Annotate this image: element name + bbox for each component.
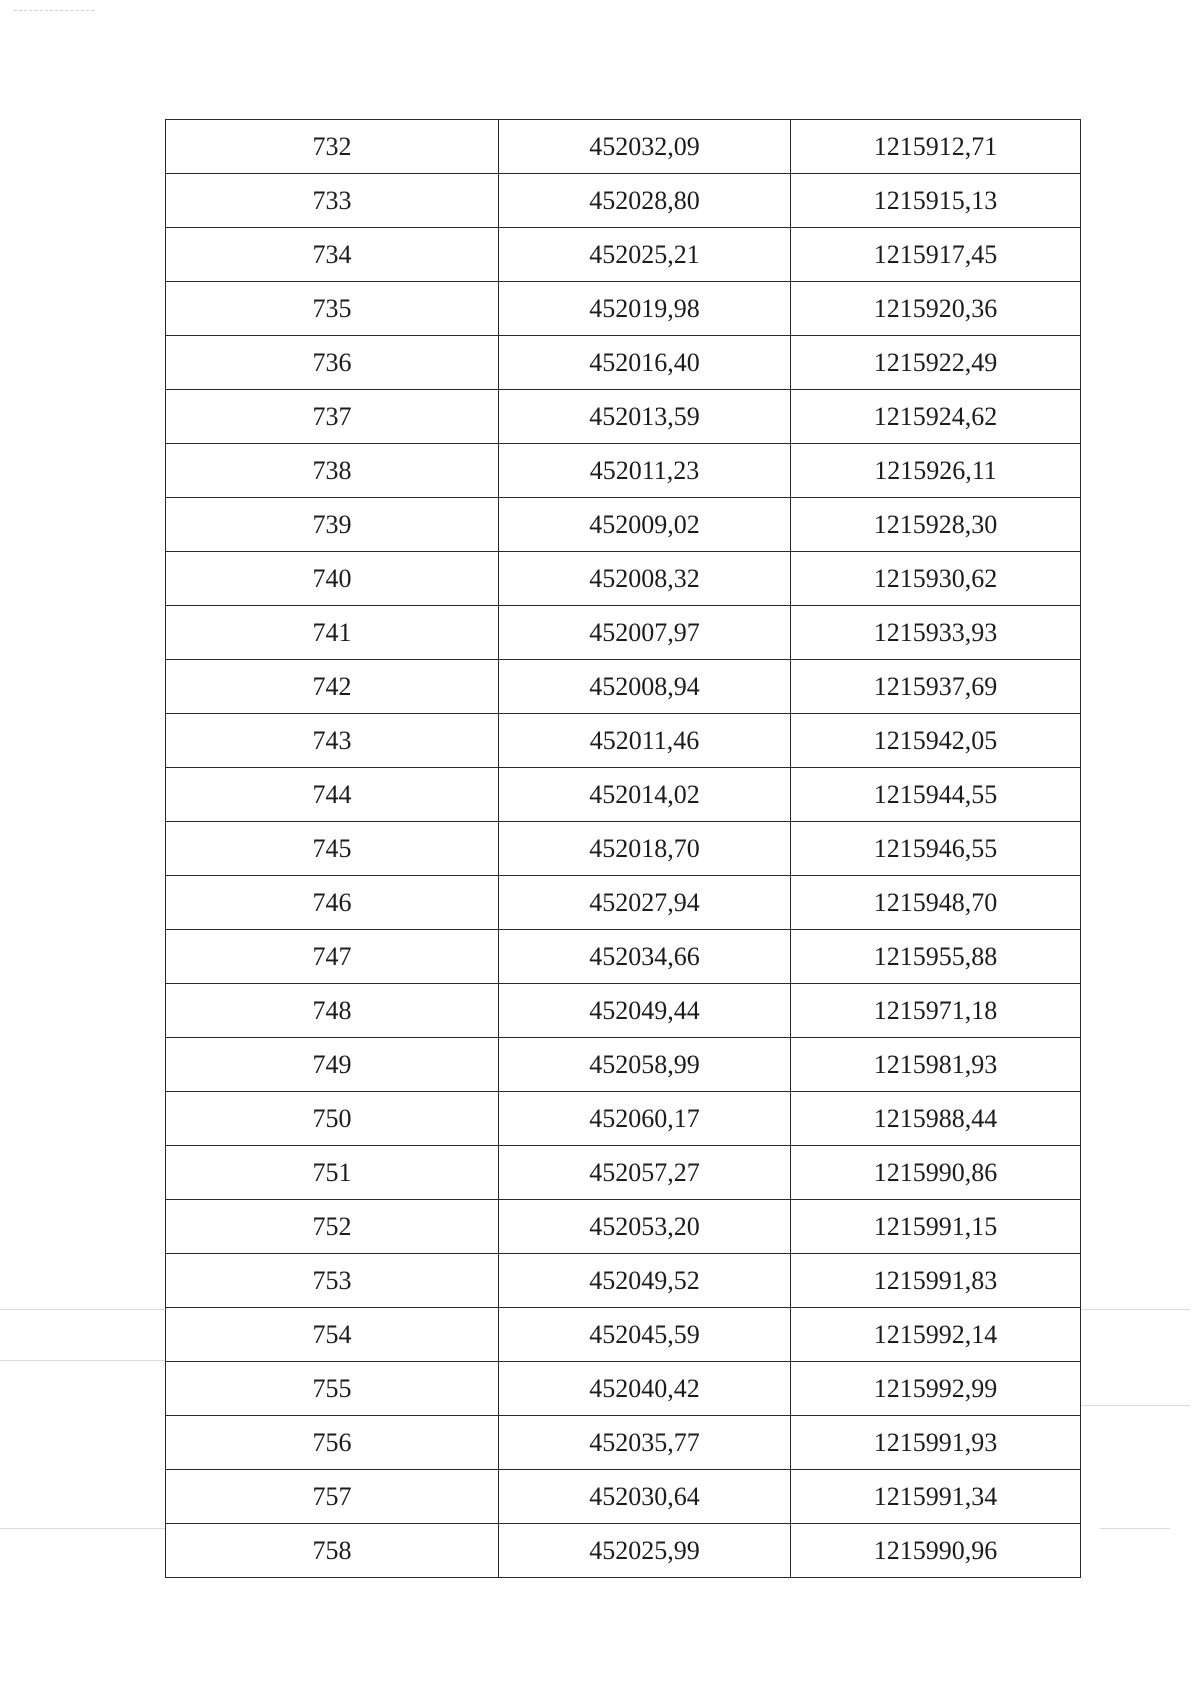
point-number-cell: 758	[166, 1524, 499, 1578]
point-number-cell: 755	[166, 1362, 499, 1416]
x-coordinate-cell: 452027,94	[499, 876, 791, 930]
coordinates-table-body	[166, 120, 1081, 1578]
x-coordinate-cell: 452060,17	[499, 1092, 791, 1146]
table-row	[166, 282, 1081, 336]
y-coordinate-cell: 1215926,11	[791, 444, 1081, 498]
table-row	[166, 876, 1081, 930]
point-number-cell: 754	[166, 1308, 499, 1362]
x-coordinate-cell: 452007,97	[499, 606, 791, 660]
point-number-cell: 742	[166, 660, 499, 714]
table-row	[166, 1470, 1081, 1524]
y-coordinate-cell: 1215920,36	[791, 282, 1081, 336]
x-coordinate-cell: 452008,32	[499, 552, 791, 606]
table-row	[166, 444, 1081, 498]
y-coordinate-cell: 1215991,93	[791, 1416, 1081, 1470]
y-coordinate-cell: 1215988,44	[791, 1092, 1081, 1146]
table-row	[166, 984, 1081, 1038]
table-row	[166, 714, 1081, 768]
table-row	[166, 1308, 1081, 1362]
y-coordinate-cell: 1215944,55	[791, 768, 1081, 822]
point-number-cell: 732	[166, 120, 499, 174]
table-row	[166, 606, 1081, 660]
x-coordinate-cell: 452034,66	[499, 930, 791, 984]
point-number-cell: 743	[166, 714, 499, 768]
table-row	[166, 930, 1081, 984]
point-number-cell: 749	[166, 1038, 499, 1092]
y-coordinate-cell: 1215937,69	[791, 660, 1081, 714]
y-coordinate-cell: 1215915,13	[791, 174, 1081, 228]
point-number-cell: 756	[166, 1416, 499, 1470]
table-row	[166, 1362, 1081, 1416]
y-coordinate-cell: 1215928,30	[791, 498, 1081, 552]
x-coordinate-cell: 452030,64	[499, 1470, 791, 1524]
x-coordinate-cell: 452016,40	[499, 336, 791, 390]
point-number-cell: 745	[166, 822, 499, 876]
scan-artifact	[0, 1528, 165, 1529]
point-number-cell: 747	[166, 930, 499, 984]
point-number-cell: 757	[166, 1470, 499, 1524]
point-number-cell: 752	[166, 1200, 499, 1254]
x-coordinate-cell: 452045,59	[499, 1308, 791, 1362]
table-row	[166, 1200, 1081, 1254]
point-number-cell: 744	[166, 768, 499, 822]
table-row	[166, 1416, 1081, 1470]
point-number-cell: 734	[166, 228, 499, 282]
x-coordinate-cell: 452009,02	[499, 498, 791, 552]
table-row	[166, 1524, 1081, 1578]
y-coordinate-cell: 1215917,45	[791, 228, 1081, 282]
scan-artifact	[0, 1360, 165, 1361]
table-row	[166, 120, 1081, 174]
table-row	[166, 1092, 1081, 1146]
x-coordinate-cell: 452025,21	[499, 228, 791, 282]
table-row	[166, 174, 1081, 228]
x-coordinate-cell: 452053,20	[499, 1200, 791, 1254]
x-coordinate-cell: 452032,09	[499, 120, 791, 174]
point-number-cell: 750	[166, 1092, 499, 1146]
table-row	[166, 552, 1081, 606]
scan-artifact	[1080, 1309, 1190, 1310]
x-coordinate-cell: 452011,46	[499, 714, 791, 768]
scan-artifact	[1080, 1405, 1190, 1406]
y-coordinate-cell: 1215991,83	[791, 1254, 1081, 1308]
table-row	[166, 1146, 1081, 1200]
point-number-cell: 735	[166, 282, 499, 336]
y-coordinate-cell: 1215991,34	[791, 1470, 1081, 1524]
y-coordinate-cell: 1215990,96	[791, 1524, 1081, 1578]
y-coordinate-cell: 1215992,99	[791, 1362, 1081, 1416]
point-number-cell: 736	[166, 336, 499, 390]
table-row	[166, 498, 1081, 552]
x-coordinate-cell: 452011,23	[499, 444, 791, 498]
point-number-cell: 733	[166, 174, 499, 228]
x-coordinate-cell: 452019,98	[499, 282, 791, 336]
scan-artifact	[14, 10, 94, 14]
point-number-cell: 751	[166, 1146, 499, 1200]
y-coordinate-cell: 1215955,88	[791, 930, 1081, 984]
y-coordinate-cell: 1215981,93	[791, 1038, 1081, 1092]
y-coordinate-cell: 1215930,62	[791, 552, 1081, 606]
y-coordinate-cell: 1215922,49	[791, 336, 1081, 390]
y-coordinate-cell: 1215991,15	[791, 1200, 1081, 1254]
point-number-cell: 741	[166, 606, 499, 660]
y-coordinate-cell: 1215992,14	[791, 1308, 1081, 1362]
table-row	[166, 336, 1081, 390]
x-coordinate-cell: 452014,02	[499, 768, 791, 822]
coordinates-table	[165, 119, 1081, 1578]
table-row	[166, 822, 1081, 876]
point-number-cell: 746	[166, 876, 499, 930]
table-row	[166, 660, 1081, 714]
x-coordinate-cell: 452025,99	[499, 1524, 791, 1578]
x-coordinate-cell: 452040,42	[499, 1362, 791, 1416]
table-row	[166, 1038, 1081, 1092]
x-coordinate-cell: 452035,77	[499, 1416, 791, 1470]
y-coordinate-cell: 1215924,62	[791, 390, 1081, 444]
y-coordinate-cell: 1215990,86	[791, 1146, 1081, 1200]
y-coordinate-cell: 1215942,05	[791, 714, 1081, 768]
x-coordinate-cell: 452008,94	[499, 660, 791, 714]
point-number-cell: 738	[166, 444, 499, 498]
y-coordinate-cell: 1215948,70	[791, 876, 1081, 930]
table-row	[166, 768, 1081, 822]
x-coordinate-cell: 452057,27	[499, 1146, 791, 1200]
point-number-cell: 737	[166, 390, 499, 444]
point-number-cell: 739	[166, 498, 499, 552]
x-coordinate-cell: 452049,52	[499, 1254, 791, 1308]
x-coordinate-cell: 452018,70	[499, 822, 791, 876]
table-row	[166, 1254, 1081, 1308]
x-coordinate-cell: 452049,44	[499, 984, 791, 1038]
x-coordinate-cell: 452013,59	[499, 390, 791, 444]
y-coordinate-cell: 1215912,71	[791, 120, 1081, 174]
table-row	[166, 390, 1081, 444]
point-number-cell: 740	[166, 552, 499, 606]
table-row	[166, 228, 1081, 282]
y-coordinate-cell: 1215971,18	[791, 984, 1081, 1038]
scan-artifact	[1100, 1528, 1170, 1529]
point-number-cell: 753	[166, 1254, 499, 1308]
x-coordinate-cell: 452028,80	[499, 174, 791, 228]
y-coordinate-cell: 1215933,93	[791, 606, 1081, 660]
point-number-cell: 748	[166, 984, 499, 1038]
x-coordinate-cell: 452058,99	[499, 1038, 791, 1092]
scan-artifact	[0, 1309, 165, 1310]
y-coordinate-cell: 1215946,55	[791, 822, 1081, 876]
